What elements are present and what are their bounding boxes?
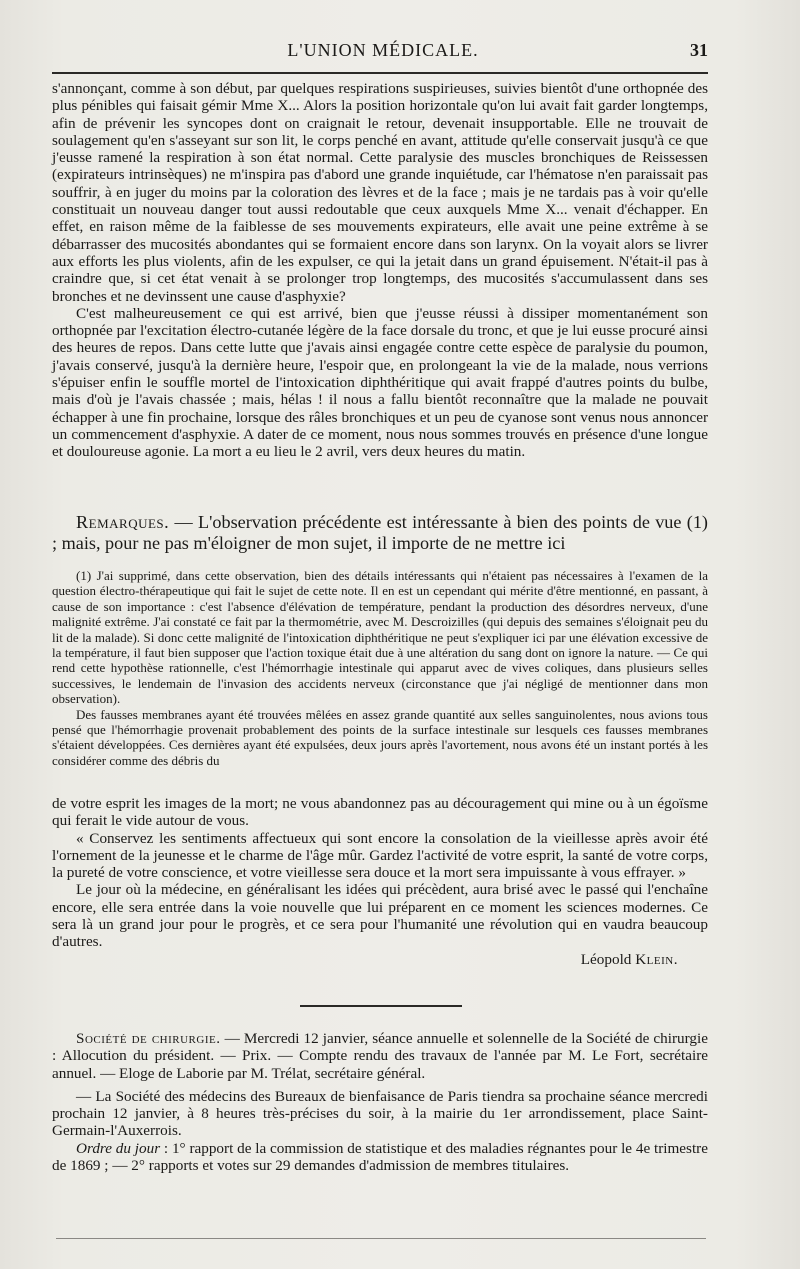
remarques-paragraph (52, 512, 708, 554)
paragraph-3: de votre esprit les images de la mort; ne vous abandonnez pas au découragement qui mine ou à un égoïsme qui ferait le vide autour de vous. (52, 795, 708, 830)
remarques-text: — L'observation précédente est intéressante à bien des points de vue (1) ; mais, pour ne pas m'éloigner de mon sujet, il importe de ne mettre ici (52, 512, 708, 553)
paragraph-1: s'annonçant, comme à son début, par quelques respirations suspirieuses, suivies bientôt d'une orthopnée des plus pénibles qui faisait gémir Mme X... Alors la position horizontale qu'on lui avait fait garder longtemps, afin de prévenir les syncopes dont on craignait le retour, devenait insupportable. Elle ne trouvait de soulagement qu'en s'asseyant sur son lit, le corps penché en avant, attitude qu'elle conservait jusqu'à ce que j'eusse ramené la respiration à son état normal. Cette paralysie des muscles bronchiques de Reissessen (expirateurs intrinsèques) ne m'inspira pas d'abord une grande inquiétude, car l'hématose n'en paraissait pas souffrir, à en juger du moins par la coloration des lèvres et de la face ; mais je ne tardais pas à voir qu'elle constituait un nouveau danger tout aussi redoutable que ceux auxquels Mme X... venait d'échapper. En effet, en raison même de la faiblesse de ses mouvements expirateurs, elle avait une peine extrême à se débarrasser des mucosités abondantes qui se formaient encore dans son larynx. On la voyait alors se livrer aux efforts les plus violents, afin de les expulser, ce qui la jetait dans un grand épuisement. N'était-il pas à craindre que, si cet état venait à se prolonger trop longtemps, des mucosités s'accumulassent dans ses bronches et ne devinssent une cause d'asphyxie? (52, 80, 708, 305)
header-rule (52, 72, 708, 74)
paragraph-2: C'est malheureusement ce qui est arrivé, bien que j'eusse réussi à dissiper momentanément son orthopnée par l'excitation électro-cutanée légère de la face dorsale du tronc, et que je lui eusse procuré ainsi des heures de repos. Dans cette lutte que j'avais ainsi engagée contre cette espèce de paralysie du poumon, j'avais conservé, jusqu'à la dernière heure, l'espoir que, en prolongeant la vie de la malade, nous verrions s'épuiser enfin le souffle mortel de l'intoxication diphthéritique qui avait frappé d'autres points du bulbe, mais d'où je l'avais chassée ; mais, hélas ! il nous a fallu bientôt reconnaître que la malade ne pouvait échapper à une fin prochaine, lorsque des râles bronchiques et un peu de cyanose sont venus nous annoncer un commencement d'asphyxie. A dater de ce moment, nous nous sommes trouvés en présence d'une longue et douloureuse agonie. La mort a eu lieu le 2 avril, vers deux heures du matin. (52, 304, 708, 461)
ordre-label: Ordre du jour (76, 1139, 161, 1157)
bleed-through-line (56, 1238, 706, 1239)
ordre-text: : 1° rapport de la commission de statistique et des maladies régnantes pour le 4e trimestre de 1869 ; — 2° rapports et votes sur 29 demandes d'admission de membres titulaires. (52, 1139, 708, 1175)
paragraph-4: « Conservez les sentiments affectueux qui sont encore la consolation de la vieillesse après avoir été l'ornement de la jeunesse et le charme de l'âge mûr. Gardez l'activité de votre esprit, la santé de votre corps, la pureté de votre conscience, et votre vieillesse sera douce et la mort sera impuissante à vous effrayer. » (52, 829, 708, 882)
conclusion-text (52, 795, 708, 968)
author-signature (52, 951, 708, 968)
running-header (58, 40, 708, 64)
footnote-block (52, 568, 708, 768)
footnote-2: Des fausses membranes ayant été trouvées mêlées en assez grande quantité aux selles sanguinolentes, nous avions tous pensé que l'hémorrhagie provenait probablement des points de la surface intestinale sur lesquels ces fausses membranes s'étaient développées. Ces dernières ayant été expulsées, deux jours après l'avortement, nous avons été un instant portés à les considérer comme des débris du (52, 706, 708, 768)
societe-text: — Mercredi 12 janvier, séance annuelle et solennelle de la Société de chirurgie : Allocution du président. — Prix. — Compte rendu des travaux de l'année par M. Le Fort, secrétaire annuel. — Eloge de Laborie par M. Trélat, secrétaire général. (52, 1030, 708, 1082)
bureaux-notice: — La Société des médecins des Bureaux de bienfaisance de Paris tiendra sa prochaine séance mercredi prochain 12 janvier, à 8 heures très-précises du soir, à la mairie du 1er arrondissement, place Saint-Germain-l'Auxerrois. (52, 1087, 708, 1140)
observation-text (52, 80, 708, 461)
signature-last-name: Klein. (635, 950, 678, 968)
section-divider (300, 1005, 462, 1007)
paragraph-5: Le jour où la médecine, en généralisant les idées qui précèdent, aura brisé avec le passé qui l'enchaîne encore, elle sera entrée dans la voie nouvelle que lui préparent en ce moment les sciences modernes. Ce sera là un grand jour pour le progrès, et ce sera pour l'humanité une révolution qui en vaudra beaucoup d'autres. (52, 881, 708, 951)
journal-title: L'UNION MÉDICALE. (287, 40, 479, 60)
remarques-label: Remarques. (76, 512, 170, 532)
societe-label: Société de chirurgie. (76, 1030, 221, 1047)
signature-first-name: Léopold (580, 950, 636, 968)
footnote-1: (1) J'ai supprimé, dans cette observation, bien des détails intéressants qui n'étaient pas nécessaires à l'examen de la question électro-thérapeutique qui fait le sujet de cette note. Il en est un cependant qui mérite d'être mentionné, en passant, à cause de son importance : c'est l'absence d'élévation de température, pendant la production des désordres nerveux, d'une malignité extrême. J'ai constaté ce fait par la thermométrie, avec M. Descroizilles (qui depuis des semaines s'éloignait peu du lit de la malade). Si donc cette malignité de l'intoxication diphthéritique ne peut s'expliquer ici par une élévation excessive de la température, il faut bien supposer que l'action toxique était due à une altération du sang dont on ignore la nature. — Ce qui rend cette hypothèse rationnelle, c'est l'hémorrhagie intestinale qui apparut avec de vives coliques, dans plusieurs selles successives, le lendemain de l'invasion des accidents nerveux (circonstance que j'ai négligé de mentionner dans mon observation). (52, 568, 708, 707)
news-section (52, 1030, 708, 1174)
page-number: 31 (690, 40, 708, 60)
